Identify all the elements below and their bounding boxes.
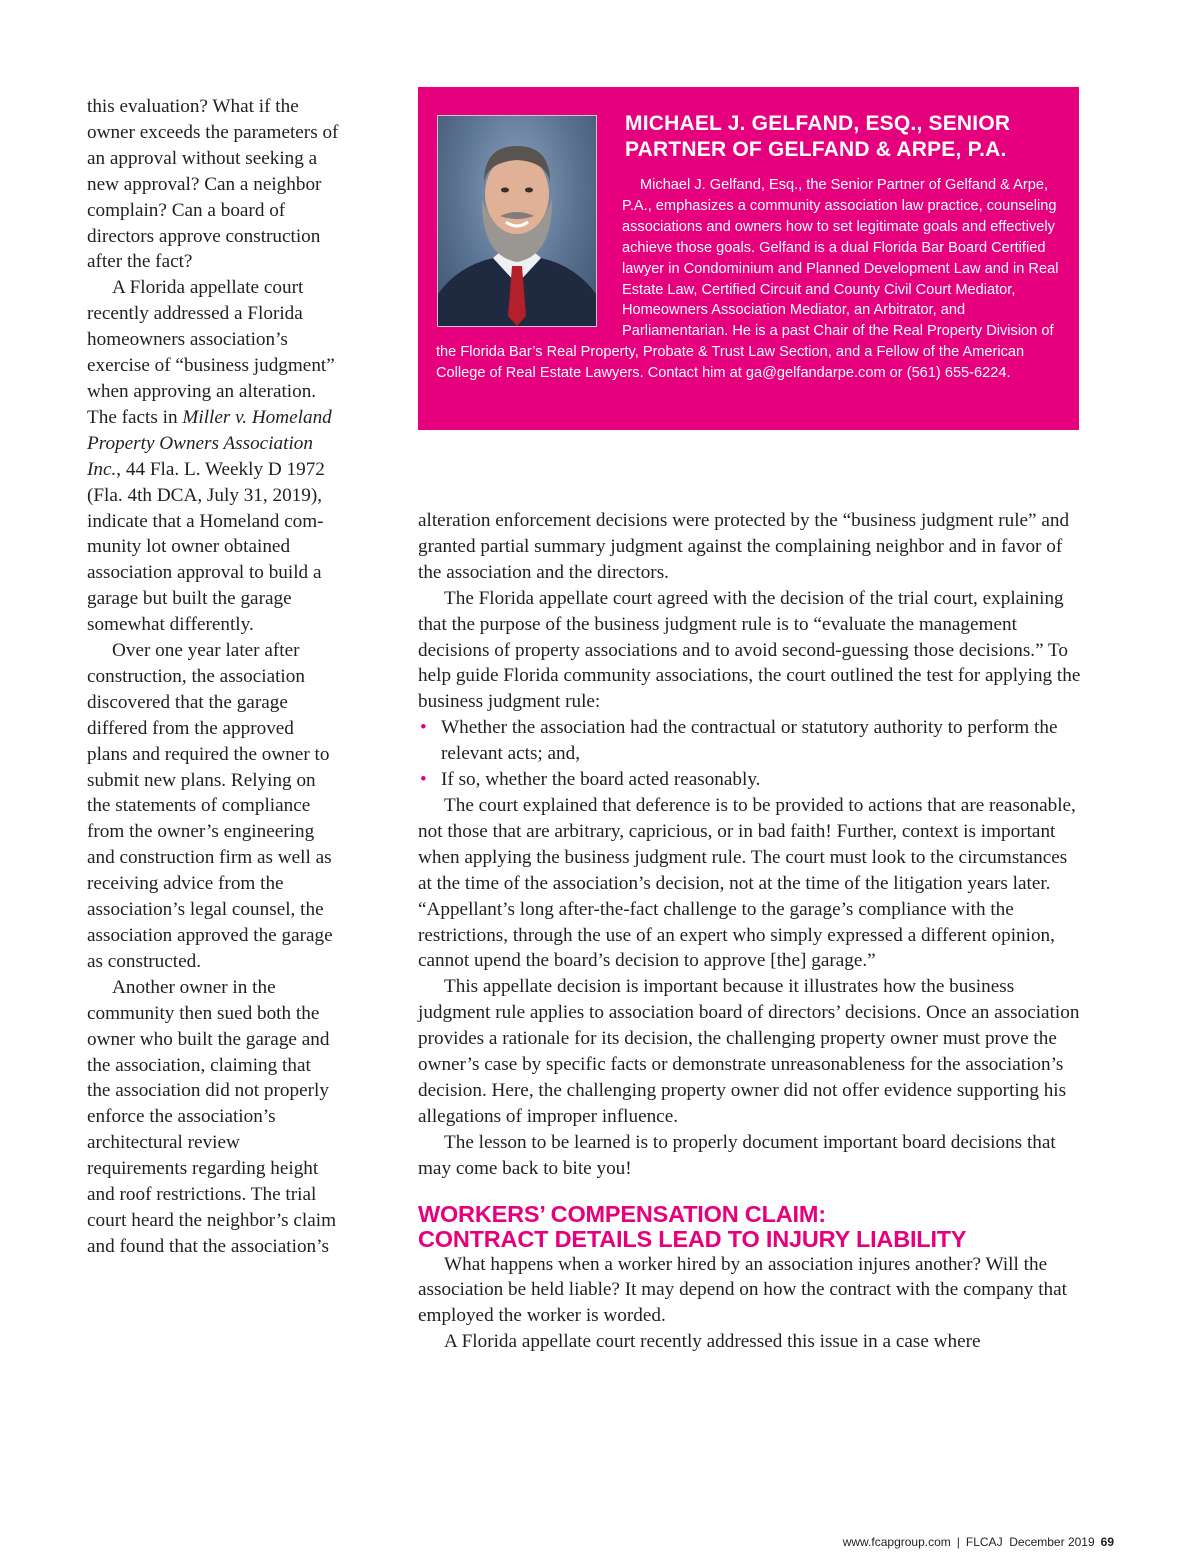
left-paragraph: Over one year later after construction, the association discovered that the garage differed from the approved plans and required the owner to submit new plans. Relying on the statements of compliance from the owner’s engineering and construction firm as well as receiving advice from the association’s legal counsel, the association approved the garage as constructed. (87, 640, 333, 972)
section-heading (418, 1202, 1082, 1252)
main-paragraph: The court explained that deference is to be provided to actions that are reasonable, not those that are arbitrary, capricious, or in bad faith! Further, context is important when applying the business judgment rule. The court must look to the circumstances at the time of the association’s decision, not at the time of the litigation years later. “Appellant’s long after-the-fact challenge to the garage’s compliance with the restrictions, through the use of an expert who simply expressed a different opinion, cannot upend the board’s decision to approve [the] garage.” (418, 794, 1076, 972)
left-paragraph (87, 275, 339, 638)
case-name: Miller v. Homeland Property Owners Association Inc. (87, 406, 332, 480)
page-footer (843, 1535, 1114, 1549)
footer-separator: | (956, 1535, 960, 1549)
author-bio-box (418, 87, 1079, 430)
left-paragraph: this evaluation? What if the owner exceeds the parameters of an approval without seeking a new approval? Can a neighbor complain? Can a board of directors approve construction after the fact? (87, 96, 339, 273)
criteria-text: If so, whether the board acted reasonably. (441, 769, 761, 791)
bio-text: Michael J. Gelfand, Esq., the Senior Partner of Gelfand & Arpe, P.A., emphasizes a community association law practice, counseling associations and owners how to set legitimate goals and effectively achieve those goals. Gelfand is a dual Florida Bar Board Certified lawyer in Condominium and Planned Development Law and in Real Estate Law, Certified Circuit and County Civil Court Mediator, Homeowners Association Mediator, an Arbitrator, and Parliamentarian. He is a past Chair of the Real Property Division of the Florida Bar’s Real Property, Probate & Trust Law Section, and a Fellow of the American College of Real Estate Lawyers. Contact him at ga@gelfandarpe.com or (561) 655-6224. (436, 177, 1059, 382)
main-paragraph: A Florida appellate court recently addressed this issue in a case where (444, 1331, 981, 1353)
footer-website: www.fcapgroup.com (842, 1535, 951, 1549)
bullet-icon: • (420, 769, 427, 791)
criteria-text: Whether the association had the contractual or statutory authority to perform the relevant acts; and, (441, 717, 1058, 765)
criteria-list (418, 715, 1082, 793)
main-paragraph: This appellate decision is important because it illustrates how the business judgment rule applies to association board of directors’ decisions. Once an association provides a rationale for its decision, the challenging property owner must prove the owner’s case by specific facts or demonstrate unreasonableness for the association’s decision. Here, the challenging property owner did not offer evidence supporting his allegations of improper influence. (418, 976, 1080, 1127)
criteria-list-item (418, 767, 1082, 793)
main-paragraph: The lesson to be learned is to properly document important board decisions that may come back to bite you! (418, 1131, 1056, 1179)
footer-publication: FLCAJ (965, 1535, 1003, 1549)
page-number: 69 (1100, 1535, 1114, 1549)
case-citation: , 44 Fla. L. Weekly D 1972 (Fla. 4th DCA, July 31, 2019), indicate that a Homeland community lot owner obtained association approval to build a garage but built the garage somewhat differently. (87, 458, 325, 636)
left-paragraph: Another owner in the community then sued both the owner who built the garage and the association, claiming that the association did not properly enforce the association’s architectural review requirements regarding height and roof restrictions. The trial court heard the neighbor’s claim and found that the association’s (87, 976, 336, 1257)
section-heading-line: CONTRACT DETAILS LEAD TO INJURY LIABILITY (418, 1225, 967, 1252)
criteria-list-item (418, 715, 1082, 767)
footer-date: December 2019 (1009, 1535, 1095, 1549)
main-paragraph: What happens when a worker hired by an association injures another? Will the association be held liable? It may depend on how the contract with the company that employed the worker is worded. (418, 1253, 1067, 1327)
bio-text-block (436, 175, 1062, 384)
main-paragraph: alteration enforcement decisions were protected by the “business judgment rule” and granted partial summary judgment against the complaining neighbor and in favor of the association and the directors. (418, 510, 1070, 583)
left-column (87, 94, 339, 1260)
left-paragraph-text: A Florida appellate court recently addressed a Florida homeowners association’s exercise of “business judgment” when approving an alteration. The facts in (87, 277, 335, 428)
bio-title: MICHAEL J. GELFAND, ESQ., SENIOR PARTNER OF GELFAND & ARPE, P.A. (625, 112, 1011, 161)
bullet-icon: • (420, 717, 427, 739)
main-paragraph: The Florida appellate court agreed with the decision of the trial court, explaining that the purpose of the business judgment rule is to “evaluate the management decisions of property associations and to avoid second-guessing those decisions.” To help guide Florida community associations, the court outlined the test for applying the business judgment rule: (418, 587, 1081, 713)
main-column (418, 508, 1082, 1355)
photo-wrap-spacer (436, 175, 622, 337)
section-heading-line: WORKERS’ COMPENSATION CLAIM: (418, 1200, 826, 1227)
